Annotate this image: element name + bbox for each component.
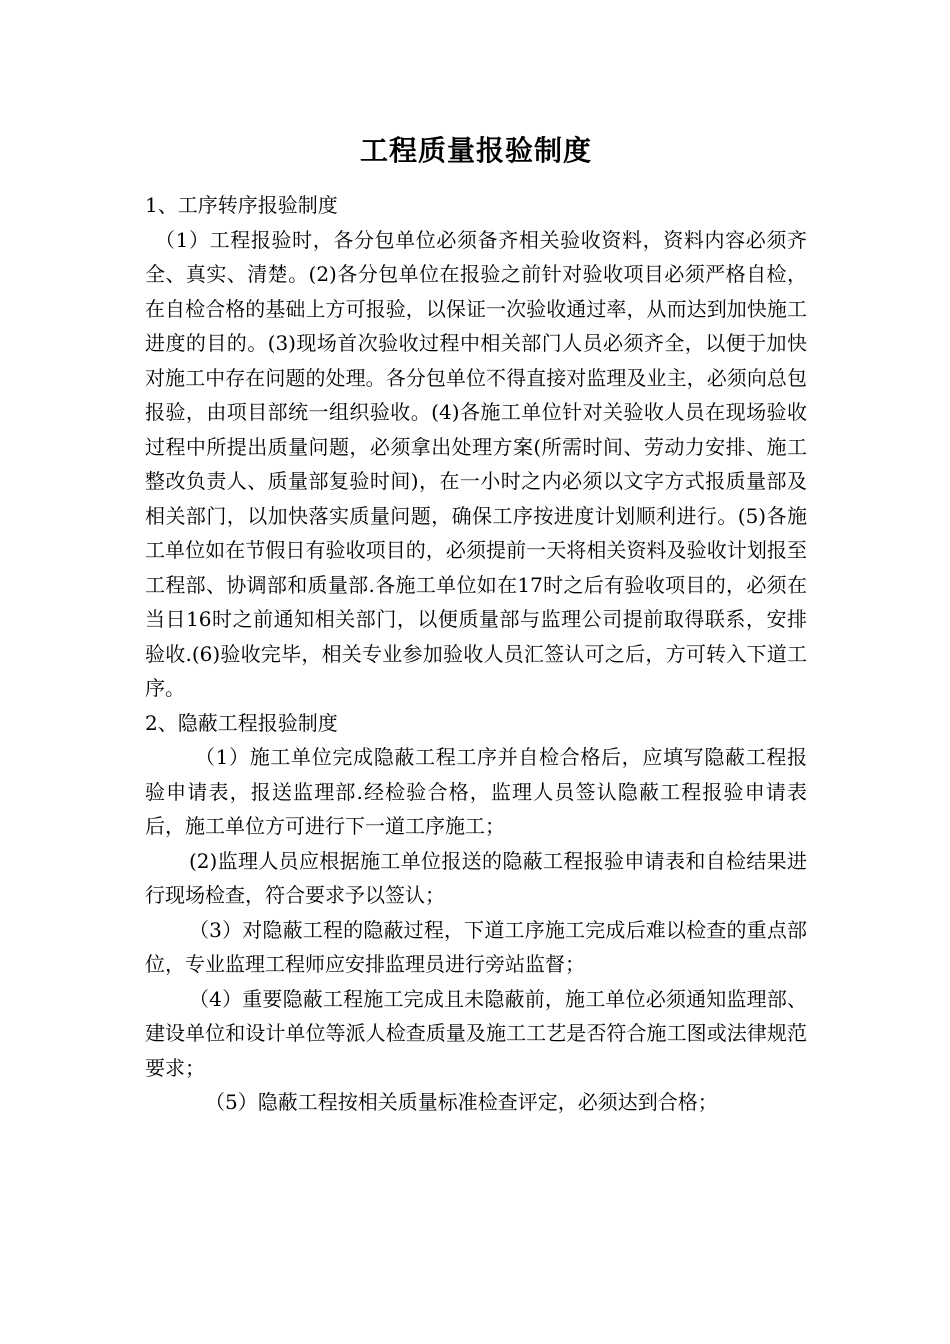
paragraph-concealed-works-1: （1）施工单位完成隐蔽工程工序并自检合格后，应填写隐蔽工程报验申请表，报送监理部.经检验合格，监理人员签认隐蔽工程报验申请表后，施工单位方可进行下一道工序施工； (145, 745, 807, 838)
paragraph-concealed-works-5: （5）隐蔽工程按相关质量标准检查评定，必须达到合格； (205, 1090, 718, 1114)
paragraph-process-inspection-rules: （1）工程报验时，各分包单位必须备齐相关验收资料，资料内容必须齐全、真实、清楚。(2)各分包单位在报验之前针对验收项目必须严格自检，在自检合格的基础上方可报验，以保证一次验收通过率，从而达到加快施工进度的目的。(3)现场首次验收过程中相关部门人员必须齐全，以便于加快对施工中存在问题的处理。各分包单位不得直接对监理及业主，必须向总包报验，由项目部统一组织验收。(4)各施工单位针对关验收人员在现场验收过程中所提出质量问题，必须拿出处理方案(所需时间、劳动力安排、施工整改负责人、质量部复验时间)，在一小时之内必须以文字方式报质量部及相关部门，以加快落实质量问题，确保工序按进度计划顺利进行。(5)各施工单位如在节假日有验收项目的，必须提前一天将相关资料及验收计划报至工程部、协调部和质量部.各施工单位如在17时之后有验收项目的，必须在当日16时之前通知相关部门，以便质量部与监理公司提前取得联系，安排验收.(6)验收完毕，相关专业参加验收人员汇签认可之后，方可转入下道工序。 (145, 227, 807, 700)
section-heading-process-inspection: 1、工序转序报验制度 (145, 193, 338, 217)
paragraph-concealed-works-3: （3）对隐蔽工程的隐蔽过程，下道工序施工完成后难以检查的重点部位，专业监理工程师应安排监理员进行旁站监督； (145, 917, 807, 976)
paragraph-concealed-works-2: (2)监理人员应根据施工单位报送的隐蔽工程报验申请表和自检结果进行现场检查，符合要求予以签认； (145, 848, 807, 907)
paragraph-concealed-works-4: （4）重要隐蔽工程施工完成且未隐蔽前，施工单位必须通知监理部、建设单位和设计单位等派人检查质量及施工工艺是否符合施工图或法律规范要求； (145, 986, 807, 1080)
section-heading-concealed-works: 2、隐蔽工程报验制度 (145, 710, 338, 735)
document-title: 工程质量报验制度 (359, 134, 592, 167)
document-body (145, 128, 807, 1120)
